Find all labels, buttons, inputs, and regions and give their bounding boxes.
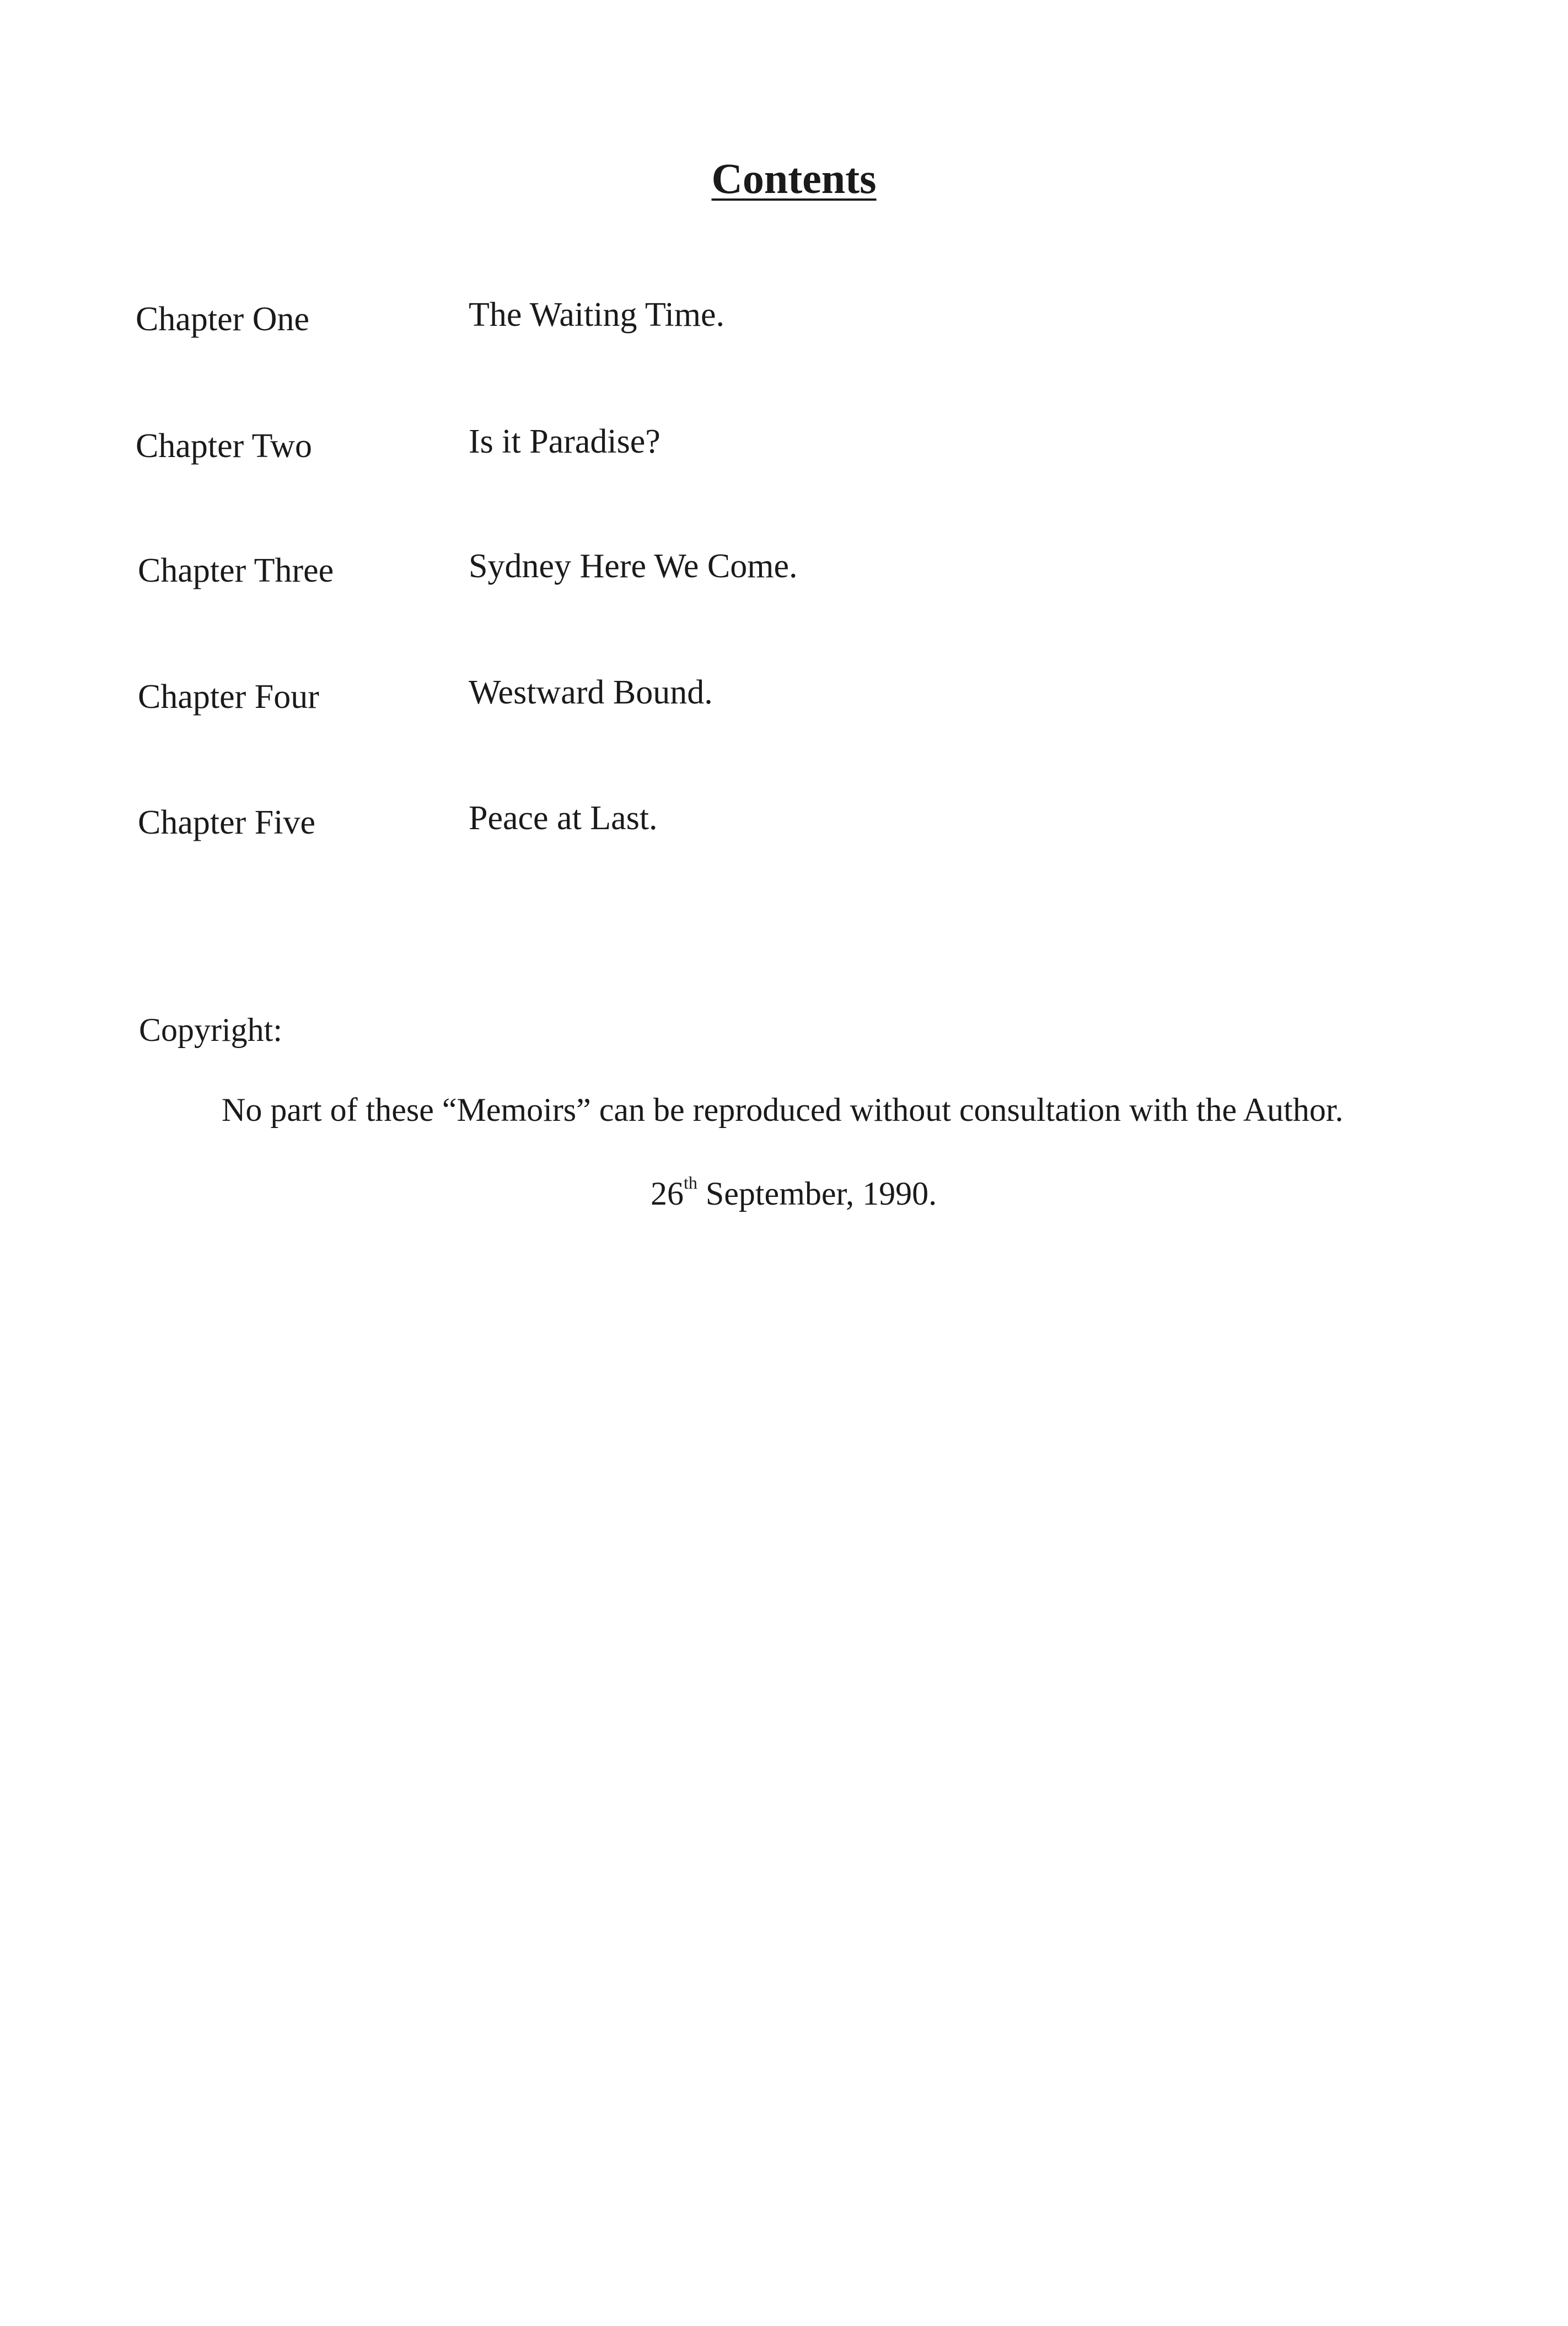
toc-entry [0, 296, 1568, 346]
date-ordinal-suffix: th [684, 1173, 697, 1193]
toc-entry [0, 674, 1568, 724]
toc-entry [0, 423, 1568, 473]
date-rest: September, 1990. [697, 1175, 937, 1212]
toc-entry [0, 547, 1568, 598]
copyright-date [651, 1173, 937, 1212]
toc-chapter-label: Chapter Three [138, 552, 334, 589]
toc-chapter-title: Westward Bound. [469, 674, 713, 711]
page-title: Contents [711, 154, 877, 202]
toc-chapter-title: Is it Paradise? [469, 423, 661, 460]
toc-chapter-label: Chapter One [136, 300, 310, 338]
toc-chapter-label: Chapter Two [136, 427, 312, 465]
date-day: 26 [651, 1175, 684, 1212]
toc-chapter-title: Sydney Here We Come. [469, 547, 798, 585]
toc-chapter-label: Chapter Four [138, 678, 319, 716]
toc-chapter-title: The Waiting Time. [469, 296, 725, 334]
copyright-label: Copyright: [139, 1012, 283, 1048]
copyright-notice: No part of these “Memoirs” can be reproduced without consultation with the Author. [222, 1092, 1344, 1128]
toc-chapter-label: Chapter Five [138, 804, 315, 841]
toc-entry [0, 799, 1568, 850]
toc-chapter-title: Peace at Last. [469, 799, 658, 837]
